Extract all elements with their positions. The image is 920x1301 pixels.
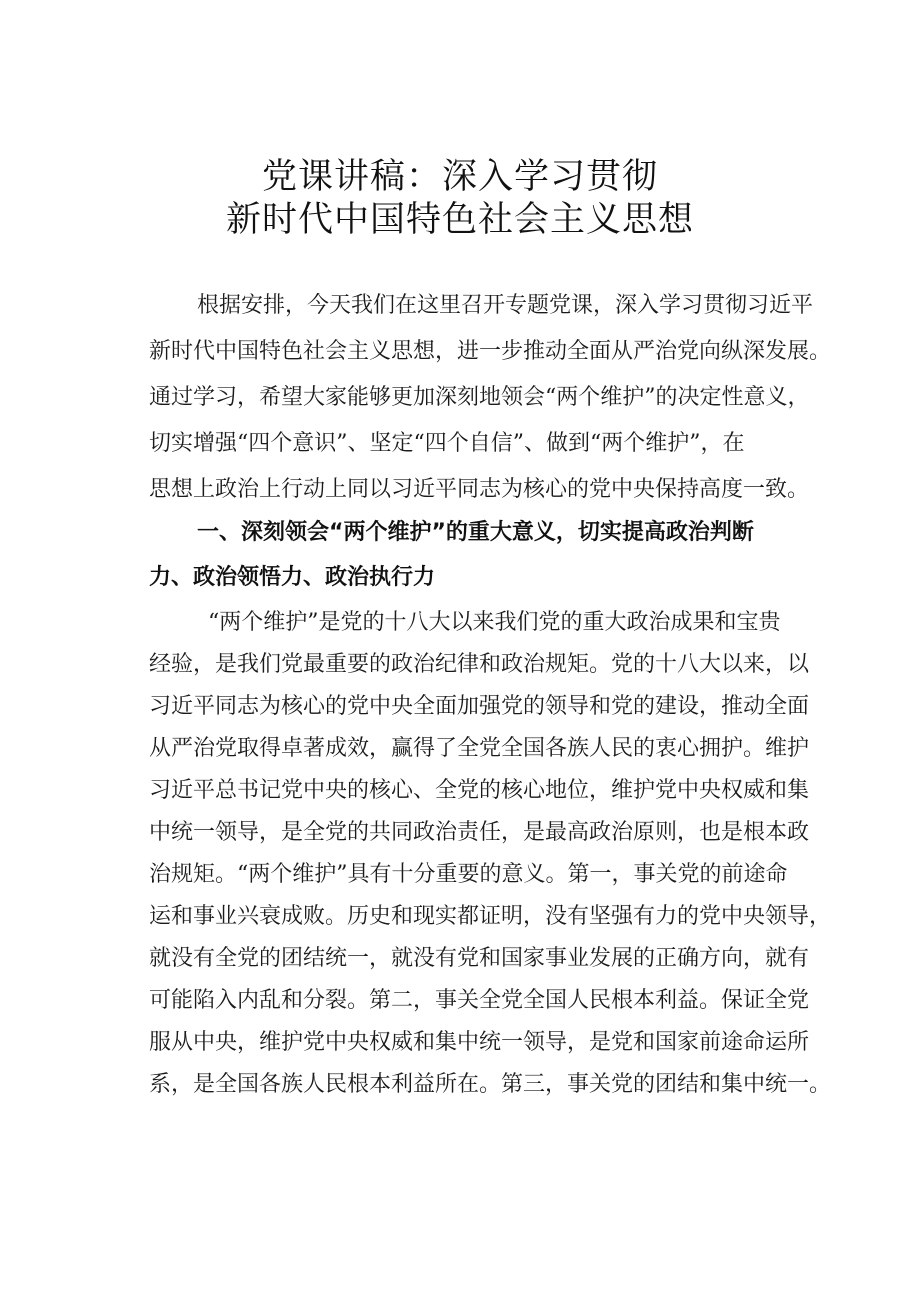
- body-line: 习近平总书记党中央的核心、全党的核心地位，维护党中央权威和集: [149, 778, 810, 803]
- body-line: 习近平同志为核心的党中央全面加强党的领导和党的建设，推动全面: [149, 694, 810, 719]
- body-line: 运和事业兴衰成败。历史和现实都证明，没有坚强有力的党中央领导，: [149, 904, 832, 929]
- intro-line: 思想上政治上行动上同以习近平同志为核心的党中央保持高度一致。: [149, 477, 810, 502]
- body-line: 中统一领导，是全党的共同政治责任，是最高政治原则，也是根本政: [149, 820, 810, 845]
- document-title-line-2: 新时代中国特色社会主义思想: [225, 200, 694, 240]
- body-line: 治规矩。“两个维护”具有十分重要的意义。第一，事关党的前途命: [149, 862, 788, 887]
- section-heading-line-2: 力、政治领悟力、政治执行力: [149, 565, 436, 590]
- document-title-line-1: 党课讲稿：深入学习贯彻: [261, 157, 658, 197]
- section-heading-line-1: 一、深刻领会“两个维护”的重大意义，切实提高政治判断: [197, 520, 754, 545]
- body-line: 从严治党取得卓著成效，赢得了全党全国各族人民的衷心拥护。维护: [149, 736, 810, 761]
- intro-line: 通过学习，希望大家能够更加深刻地领会“两个维护”的决定性意义，: [149, 385, 810, 410]
- intro-line: 根据安排，今天我们在这里召开专题党课，深入学习贯彻习近平: [197, 293, 814, 318]
- body-line: 系，是全国各族人民根本利益所在。第三，事关党的团结和集中统一。: [149, 1072, 832, 1097]
- body-line: 可能陷入内乱和分裂。第二，事关全党全国人民根本利益。保证全党: [149, 988, 810, 1013]
- body-line: 服从中央，维护党中央权威和集中统一领导，是党和国家前途命运所: [149, 1030, 810, 1055]
- intro-line: 切实增强“四个意识”、坚定“四个自信”、做到“两个维护”，在: [149, 431, 745, 456]
- intro-line: 新时代中国特色社会主义思想，进一步推动全面从严治党向纵深发展。: [149, 339, 832, 364]
- body-line: 经验，是我们党最重要的政治纪律和政治规矩。党的十八大以来，以: [149, 652, 810, 677]
- body-line: “两个维护”是党的十八大以来我们党的重大政治成果和宝贵: [208, 610, 781, 635]
- body-line: 就没有全党的团结统一，就没有党和国家事业发展的正确方向，就有: [149, 946, 810, 971]
